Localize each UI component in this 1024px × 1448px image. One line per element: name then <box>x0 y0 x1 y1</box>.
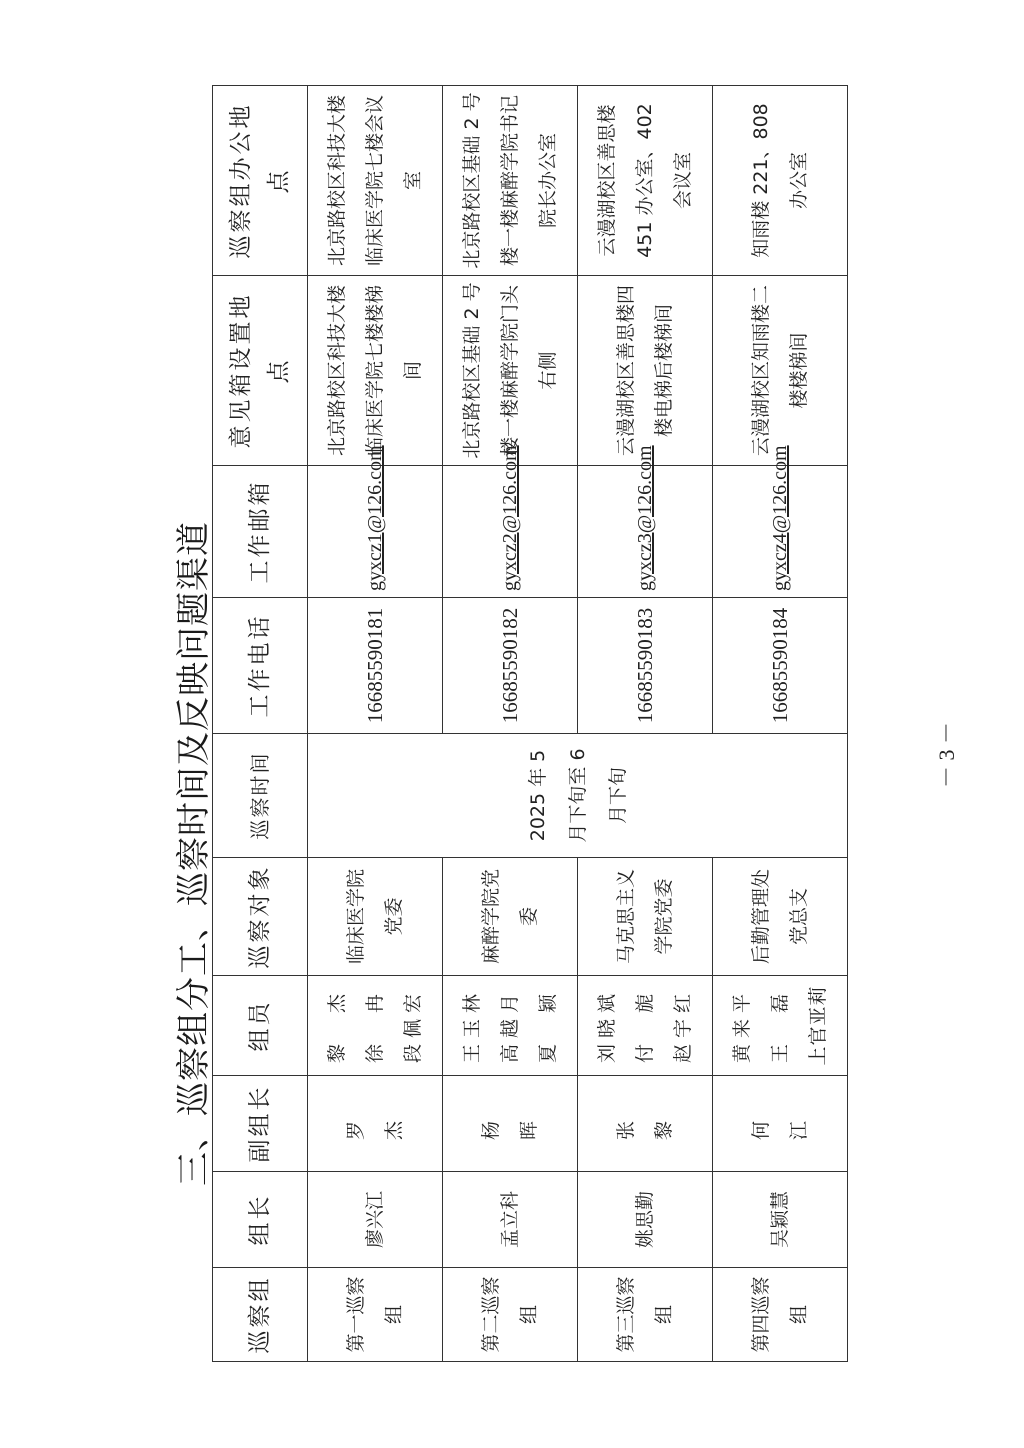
group-cell: 第二巡察组 <box>443 1268 578 1362</box>
leader-cell: 吴颖慧 <box>713 1172 848 1268</box>
phone-cell: 16685590181 <box>308 598 443 734</box>
office-cell: 云漫湖校区善思楼 451 办公室、402 会议室 <box>578 86 713 276</box>
target-cell: 马克思主义学院党委 <box>578 858 713 976</box>
header-cell: 意见箱设置地点 <box>213 276 308 466</box>
page-number: － 3 － <box>934 721 959 788</box>
target-cell: 麻醉学院党委 <box>443 858 578 976</box>
leader-cell: 廖兴江 <box>308 1172 443 1268</box>
member-name: 夏 颖 <box>537 988 559 1064</box>
office-cell: 知雨楼 221、808 办公室 <box>713 86 848 276</box>
member-name: 刘晓斌 <box>596 988 618 1064</box>
members-cell <box>443 976 578 1076</box>
header-cell: 巡察组 <box>213 1268 308 1362</box>
group-cell: 第三巡察组 <box>578 1268 713 1362</box>
member-name: 王 磊 <box>769 988 791 1064</box>
phone-cell: 16685590183 <box>578 598 713 734</box>
leader-cell: 孟立科 <box>443 1172 578 1268</box>
table-header-row <box>213 86 308 1362</box>
box-location-cell: 云漫湖校区善思楼四楼电梯后楼梯间 <box>578 276 713 466</box>
email-cell: gyxcz3@126.com <box>578 466 713 598</box>
deputy-cell: 何 江 <box>713 1076 848 1172</box>
office-cell: 北京路校区基础 2 号楼一楼麻醉学院书记院长办公室 <box>443 86 578 276</box>
header-cell: 巡察时间 <box>213 734 308 858</box>
member-name: 徐 冉 <box>364 988 386 1064</box>
box-location-cell: 云漫湖校区知雨楼二楼楼梯间 <box>713 276 848 466</box>
table-row <box>308 86 443 1362</box>
member-name: 黎 杰 <box>326 988 348 1064</box>
header-cell: 组长 <box>213 1172 308 1268</box>
deputy-cell: 罗 杰 <box>308 1076 443 1172</box>
phone-cell: 16685590182 <box>443 598 578 734</box>
office-cell: 北京路校区科技大楼临床医学院七楼会议室 <box>308 86 443 276</box>
members-cell <box>713 976 848 1076</box>
header-cell: 组员 <box>213 976 308 1076</box>
email-cell: gyxcz2@126.com <box>443 466 578 598</box>
table-row <box>713 86 848 1362</box>
email-cell: gyxcz1@126.com <box>308 466 443 598</box>
box-location-cell: 北京路校区基础 2 号楼一楼麻醉学院门头右侧 <box>443 276 578 466</box>
member-name: 赵宇红 <box>672 988 694 1064</box>
header-cell: 工作电话 <box>213 598 308 734</box>
header-cell: 副组长 <box>213 1076 308 1172</box>
period-cell: 2025 年 5 月下旬至 6 月下旬 <box>308 734 848 858</box>
header-cell: 巡察组办公地点 <box>213 86 308 276</box>
deputy-cell: 杨 晖 <box>443 1076 578 1172</box>
leader-cell: 姚思勤 <box>578 1172 713 1268</box>
group-cell: 第四巡察组 <box>713 1268 848 1362</box>
member-name: 高越月 <box>499 988 521 1064</box>
box-location-cell: 北京路校区科技大楼临床医学院七楼楼梯间 <box>308 276 443 466</box>
target-cell: 临床医学院党委 <box>308 858 443 976</box>
header-cell: 工作邮箱 <box>213 466 308 598</box>
member-name: 段佩宏 <box>402 988 424 1064</box>
member-name: 黄来平 <box>731 988 753 1064</box>
table-row <box>443 86 578 1362</box>
email-cell: gyxcz4@126.com <box>713 466 848 598</box>
group-cell: 第一巡察组 <box>308 1268 443 1362</box>
phone-cell: 16685590184 <box>713 598 848 734</box>
member-name: 付 旎 <box>634 988 656 1064</box>
members-cell <box>578 976 713 1076</box>
members-cell <box>308 976 443 1076</box>
section-title: 三、巡察组分工、巡察时间及反映问题渠道 <box>174 521 214 1186</box>
target-cell: 后勤管理处党总支 <box>713 858 848 976</box>
member-name: 王玉林 <box>461 988 483 1064</box>
header-cell: 巡察对象 <box>213 858 308 976</box>
deputy-cell: 张 黎 <box>578 1076 713 1172</box>
table-row <box>578 86 713 1362</box>
member-name: 上官亚莉 <box>807 985 829 1066</box>
inspection-table <box>212 85 848 1362</box>
